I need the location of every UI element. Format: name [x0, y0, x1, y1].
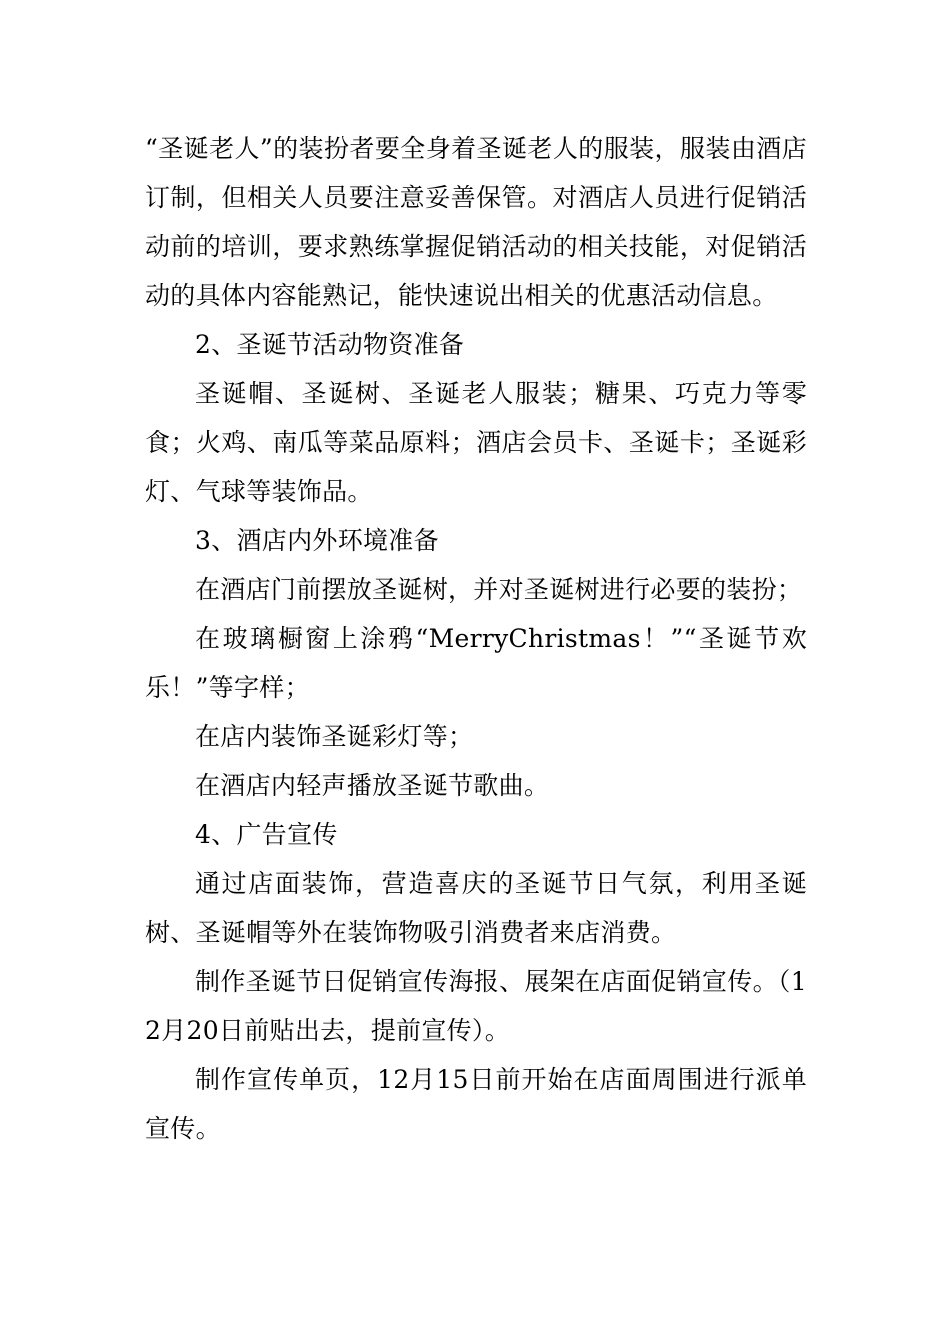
heading-materials: 2、圣诞节活动物资准备 [195, 330, 465, 359]
heading-environment: 3、酒店内外环境准备 [195, 526, 439, 555]
paragraph-music: 在酒店内轻声播放圣诞节歌曲。 [195, 771, 550, 800]
paragraph-tree: 在酒店门前摆放圣诞树，并对圣诞树进行必要的装扮； [195, 575, 803, 604]
paragraph-santa-costume: “圣诞老人”的装扮者要全身着圣诞老人的服装，服装由酒店订制，但相关人员要注意妥善保管。对酒店人员进行促销活动前的培训，要求熟练掌握促销活动的相关技能，对促销活动的具体内容能熟记，能快速说出相关的优惠活动信息。 [145, 134, 807, 310]
document-body [145, 124, 807, 1153]
paragraph-posters: 制作圣诞节日促销宣传海报、展架在店面促销宣传。（12月20日前贴出去，提前宣传）。 [145, 967, 807, 1045]
paragraph-flyers: 制作宣传单页，12月15日前开始在店面周围进行派单宣传。 [145, 1065, 807, 1143]
paragraph-window-graffiti: 在玻璃橱窗上涂鸦“MerryChristmas！”“圣诞节欢乐！”等字样； [145, 624, 807, 702]
paragraph-materials-list: 圣诞帽、圣诞树、圣诞老人服装；糖果、巧克力等零食；火鸡、南瓜等菜品原料；酒店会员卡、圣诞卡；圣诞彩灯、气球等装饰品。 [145, 379, 807, 506]
paragraph-decoration: 通过店面装饰，营造喜庆的圣诞节日气氛，利用圣诞树、圣诞帽等外在装饰物吸引消费者来店消费。 [145, 869, 807, 947]
heading-advertising: 4、广告宣传 [195, 820, 338, 849]
paragraph-lights: 在店内装饰圣诞彩灯等； [195, 722, 474, 751]
